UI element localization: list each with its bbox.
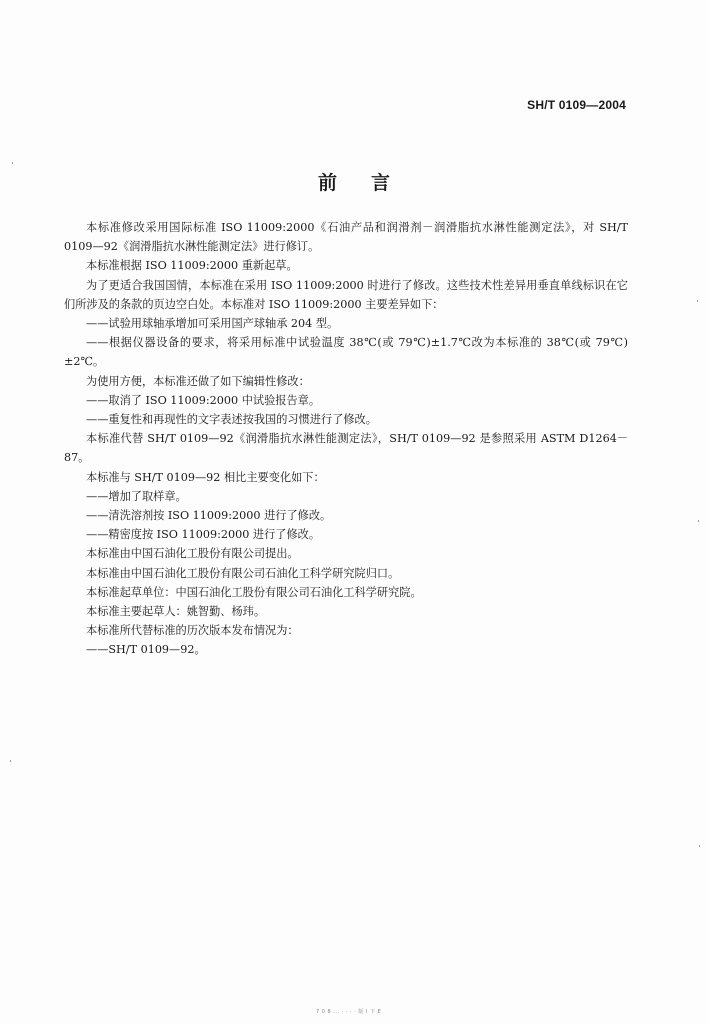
list-item-sampling: ——增加了取样章。 [86,489,187,503]
paragraph-replacement: 本标准代替 SH/T 0109—92《润滑脂抗水淋性能测定法》，SH/T 0109—92 是参照采用 ASTM D1264－87。 [64,432,628,465]
scan-speck [697,300,698,302]
list-item-precision-wording: ——重复性和再现性的文字表述按我国的习惯进行了修改。 [86,413,377,427]
page-title: 前言 [317,172,424,194]
list-item-precision: ——精密度按 ISO 11009:2000 进行了修改。 [86,528,321,542]
list-item-temperature: ——根据仪器设备的要求，将采用标准中试验温度 38℃(或 79℃)±1.7℃改为本标准的 38℃(或 79℃)±2℃。 [64,336,628,369]
list-item-test-report: ——取消了 ISO 11009:2000 中试验报告章。 [86,393,321,407]
paragraph-previous-editions: 本标准所代替标准的历次版本发布情况为： [86,624,299,638]
paragraph-main-changes: 本标准与 SH/T 0109—92 相比主要变化如下： [86,470,325,484]
paragraph-proposer: 本标准由中国石油化工股份有限公司提出。 [86,547,299,561]
paragraph-technical-differences: 为了更适合我国国情，本标准在采用 ISO 11009:2000 时进行了修改。这些技术性差异用垂直单线标识在它们所涉及的条款的页边空白处。本标准对 ISO 11009:2000 主要差异如下： [64,278,628,311]
scan-speck [698,520,699,522]
paragraph-drafting-unit: 本标准起草单位：中国石油化工股份有限公司石油化工科学研究院。 [86,585,422,599]
scan-speck [12,162,13,164]
list-item-previous-edition: ——SH/T 0109—92。 [86,643,206,657]
paragraph-drafting-basis: 本标准根据 ISO 11009:2000 重新起草。 [86,259,298,273]
list-item-cleaning-solvent: ——清洗溶剂按 ISO 11009:2000 进行了修改。 [86,509,332,523]
scan-speck [10,760,11,762]
paragraph-adoption: 本标准修改采用国际标准 ISO 11009:2000《石油产品和润滑剂－润滑脂抗水淋性能测定法》，对 SH/T 0109—92《润滑脂抗水淋性能测定法》进行修订。 [64,221,628,254]
scan-speck [699,845,700,847]
foreword-body [64,218,628,660]
paragraph-centralized-by: 本标准由中国石油化工股份有限公司石油化工科学研究院归口。 [86,566,400,580]
standard-code: SH/T 0109—2004 [527,98,626,112]
list-item-bearing: ——试验用球轴承增加可采用国产球轴承 204 型。 [86,317,339,331]
paragraph-drafters: 本标准主要起草人：姚智勤、杨玮。 [86,605,266,619]
footer-scan-mark: 7 0 8 ... · · · · 版 I 下 E [316,1009,382,1015]
paragraph-editorial-changes: 为使用方便，本标准还做了如下编辑性修改： [86,374,310,388]
